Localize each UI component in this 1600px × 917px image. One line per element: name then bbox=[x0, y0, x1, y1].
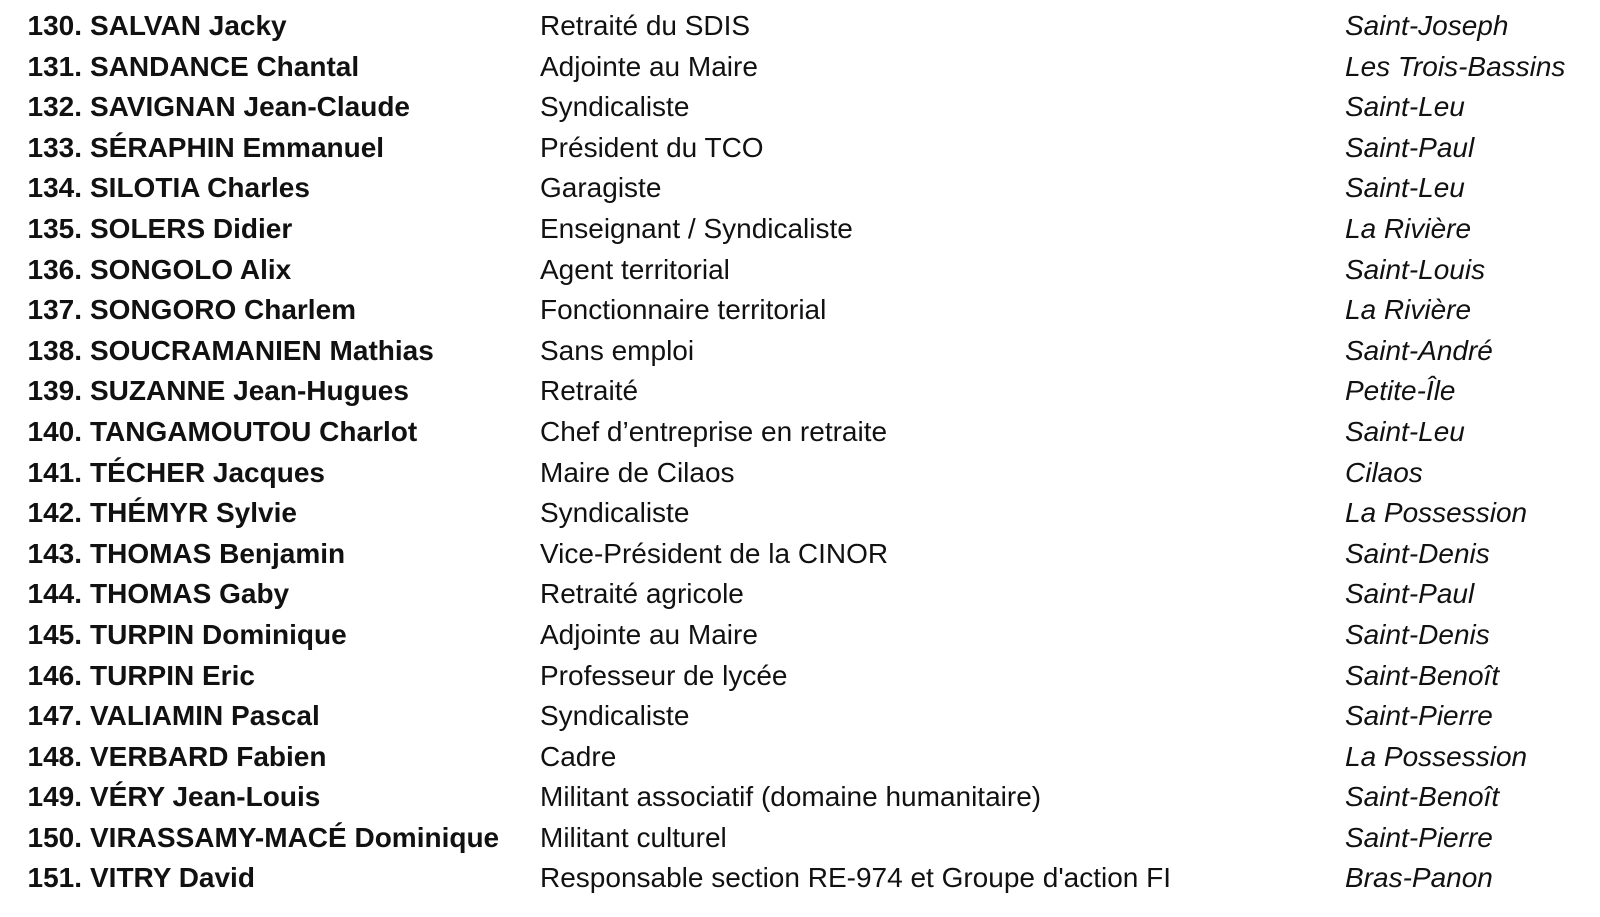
person-name: SONGOLO Alix bbox=[90, 253, 292, 285]
item-number: 133. bbox=[27, 131, 82, 163]
person-city: Saint-Denis bbox=[1345, 537, 1490, 569]
person-role: Chef d’entreprise en retraite bbox=[540, 415, 888, 447]
person-role: Agent territorial bbox=[540, 253, 730, 285]
item-number: 136. bbox=[27, 253, 82, 285]
item-number: 144. bbox=[27, 578, 82, 610]
person-role: Cadre bbox=[540, 740, 617, 772]
person-city: Saint-Benoît bbox=[1345, 659, 1500, 691]
item-number: 132. bbox=[27, 91, 82, 123]
item-number: 143. bbox=[27, 537, 82, 569]
item-number: 151. bbox=[27, 862, 82, 894]
list-item bbox=[0, 412, 1600, 453]
person-role: Retraité agricole bbox=[540, 578, 744, 610]
list-item bbox=[0, 371, 1600, 412]
item-number: 137. bbox=[27, 294, 82, 326]
person-name: SANDANCE Chantal bbox=[90, 50, 360, 82]
person-city: Saint-Pierre bbox=[1345, 700, 1493, 732]
person-city: Saint-Joseph bbox=[1345, 10, 1509, 41]
item-number: 146. bbox=[27, 659, 82, 691]
person-city: La Rivière bbox=[1345, 294, 1472, 326]
list-item bbox=[0, 128, 1600, 169]
person-city: Saint-Benoît bbox=[1345, 781, 1500, 813]
person-city: Saint-Pierre bbox=[1345, 821, 1493, 853]
item-number: 131. bbox=[27, 50, 82, 82]
person-role: Militant associatif (domaine humanitaire) bbox=[540, 781, 1042, 813]
person-role: Syndicaliste bbox=[540, 91, 690, 123]
person-role: Responsable section RE-974 et Groupe d'action FI bbox=[540, 862, 1172, 894]
list-item bbox=[0, 615, 1600, 656]
person-name: TÉCHER Jacques bbox=[90, 456, 325, 488]
person-role: Enseignant / Syndicaliste bbox=[540, 212, 853, 244]
person-name: THOMAS Gaby bbox=[90, 578, 290, 610]
person-city: Saint-André bbox=[1345, 334, 1493, 366]
person-name: THOMAS Benjamin bbox=[90, 537, 346, 569]
item-number: 134. bbox=[27, 172, 82, 204]
person-city: Cilaos bbox=[1345, 456, 1423, 488]
person-name: VÉRY Jean-Louis bbox=[90, 781, 321, 813]
person-name: TANGAMOUTOU Charlot bbox=[90, 415, 418, 447]
signatory-list bbox=[0, 6, 1600, 899]
person-role: Retraité du SDIS bbox=[540, 10, 751, 41]
person-name: VERBARD Fabien bbox=[90, 740, 327, 772]
person-city: Saint-Leu bbox=[1345, 91, 1465, 123]
person-city: Saint-Louis bbox=[1345, 253, 1486, 285]
list-item bbox=[0, 453, 1600, 494]
item-number: 149. bbox=[27, 781, 82, 813]
person-role: Vice-Président de la CINOR bbox=[540, 537, 889, 569]
list-item bbox=[0, 818, 1600, 859]
person-role: Président du TCO bbox=[540, 131, 764, 163]
list-item bbox=[0, 168, 1600, 209]
list-item bbox=[0, 656, 1600, 697]
item-number: 142. bbox=[27, 497, 82, 529]
person-name: VIRASSAMY-MACÉ Dominique bbox=[90, 821, 500, 853]
person-city: Saint-Paul bbox=[1345, 131, 1475, 163]
list-item bbox=[0, 331, 1600, 372]
person-role: Retraité bbox=[540, 375, 639, 407]
list-item bbox=[0, 493, 1600, 534]
person-role: Maire de Cilaos bbox=[540, 456, 735, 488]
person-name: VITRY David bbox=[90, 862, 255, 894]
list-item bbox=[0, 6, 1600, 47]
person-city: Saint-Denis bbox=[1345, 618, 1490, 650]
item-number: 141. bbox=[27, 456, 82, 488]
list-item bbox=[0, 858, 1600, 899]
person-name: SOUCRAMANIEN Mathias bbox=[90, 334, 434, 366]
person-role: Sans emploi bbox=[540, 334, 695, 366]
person-role: Adjointe au Maire bbox=[540, 618, 758, 650]
item-number: 148. bbox=[27, 740, 82, 772]
person-city: La Possession bbox=[1345, 740, 1528, 772]
person-name: SAVIGNAN Jean-Claude bbox=[90, 91, 410, 123]
list-item bbox=[0, 737, 1600, 778]
person-role: Adjointe au Maire bbox=[540, 50, 758, 82]
person-city: Bras-Panon bbox=[1345, 862, 1493, 894]
person-city: Saint-Paul bbox=[1345, 578, 1475, 610]
list-item bbox=[0, 777, 1600, 818]
person-role: Professeur de lycée bbox=[540, 659, 788, 691]
person-role: Garagiste bbox=[540, 172, 662, 204]
person-city: Saint-Leu bbox=[1345, 172, 1465, 204]
item-number: 147. bbox=[27, 700, 82, 732]
item-number: 139. bbox=[27, 375, 82, 407]
person-name: TURPIN Eric bbox=[90, 659, 255, 691]
person-role: Syndicaliste bbox=[540, 700, 690, 732]
person-name: SILOTIA Charles bbox=[90, 172, 310, 204]
person-name: SONGORO Charlem bbox=[90, 294, 357, 326]
person-name: TURPIN Dominique bbox=[90, 618, 347, 650]
person-role: Militant culturel bbox=[540, 821, 727, 853]
item-number: 138. bbox=[27, 334, 82, 366]
list-item bbox=[0, 534, 1600, 575]
item-number: 130. bbox=[27, 10, 82, 41]
list-item bbox=[0, 250, 1600, 291]
item-number: 140. bbox=[27, 415, 82, 447]
list-item bbox=[0, 47, 1600, 88]
list-item bbox=[0, 574, 1600, 615]
person-name: SÉRAPHIN Emmanuel bbox=[90, 131, 385, 163]
list-item bbox=[0, 87, 1600, 128]
person-city: Petite-Île bbox=[1345, 375, 1456, 407]
person-city: Saint-Leu bbox=[1345, 415, 1465, 447]
list-item bbox=[0, 696, 1600, 737]
item-number: 150. bbox=[27, 821, 82, 853]
person-role: Syndicaliste bbox=[540, 497, 690, 529]
person-name: VALIAMIN Pascal bbox=[90, 700, 320, 732]
person-city: La Rivière bbox=[1345, 212, 1472, 244]
item-number: 145. bbox=[27, 618, 82, 650]
list-item bbox=[0, 209, 1600, 250]
person-name: SALVAN Jacky bbox=[90, 10, 287, 41]
person-city: La Possession bbox=[1345, 497, 1528, 529]
person-city: Les Trois-Bassins bbox=[1345, 50, 1566, 82]
person-name: THÉMYR Sylvie bbox=[90, 497, 297, 529]
person-name: SUZANNE Jean-Hugues bbox=[90, 375, 409, 407]
person-role: Fonctionnaire territorial bbox=[540, 294, 827, 326]
list-item bbox=[0, 290, 1600, 331]
item-number: 135. bbox=[27, 212, 82, 244]
person-name: SOLERS Didier bbox=[90, 212, 293, 244]
